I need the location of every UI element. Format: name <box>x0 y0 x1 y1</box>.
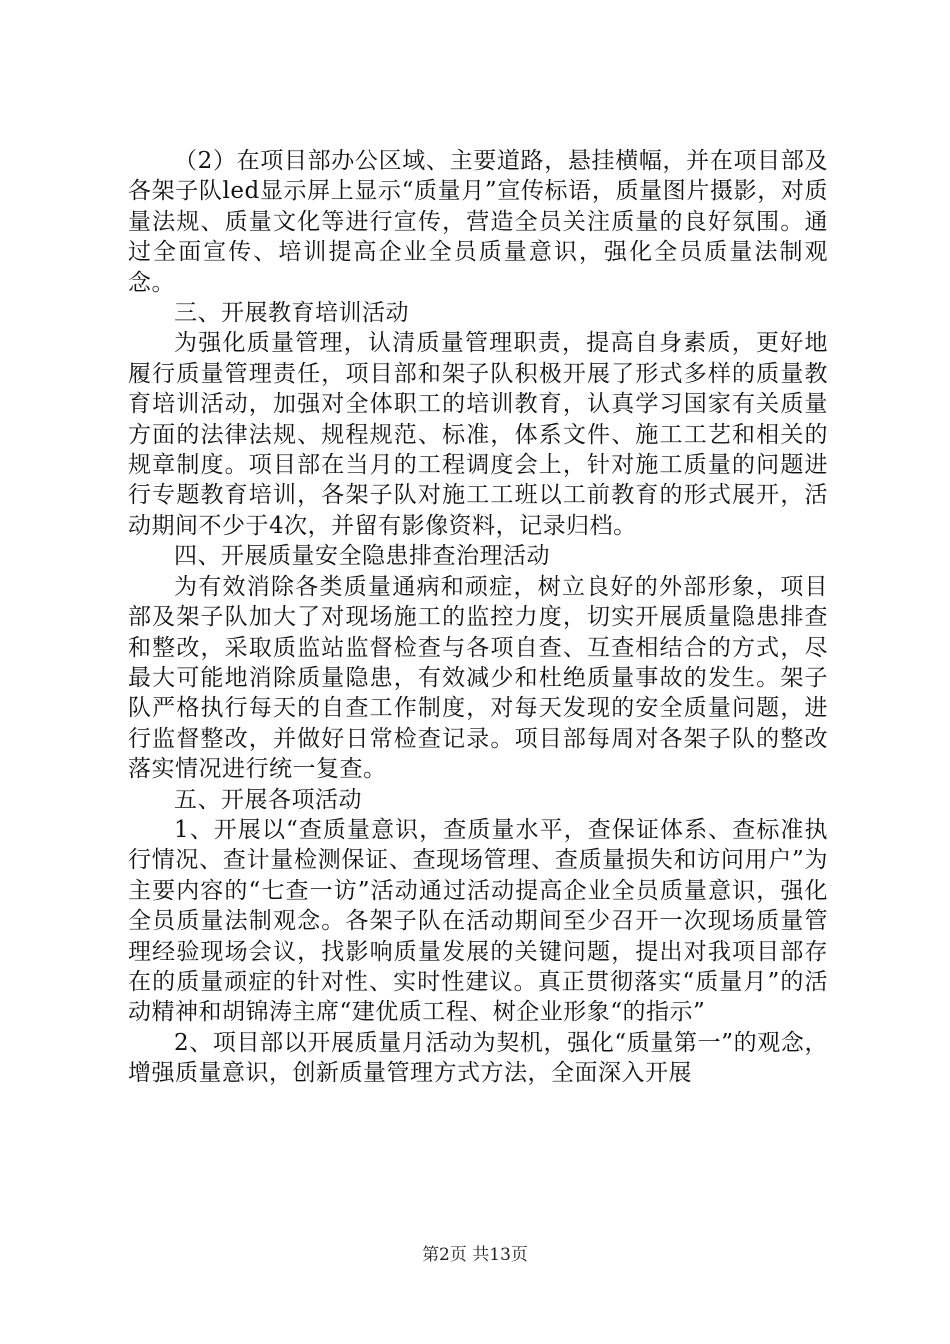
paragraph-activity-1: 1、开展以“查质量意识，查质量水平，查保证体系、查标准执行情况、查计量检测保证、查现场管理、查质量损失和访问用户”为主要内容的“七查一访”活动通过活动提高企业全员质量意识，强化全员质量法制观念。各架子队在活动期间至少召开一次现场质量管理经验现场会议，找影响质量发展的关键问题，提出对我项目部存在的质量顽症的针对性、实时性建议。真正贯彻落实“质量月”的活动精神和胡锦涛主席“建优质工程、树企业形象“的指示” <box>128 816 828 1026</box>
heading-education-training: 三、开展教育培训活动 <box>174 300 409 327</box>
paragraph-promotion: （2）在项目部办公区域、主要道路，悬挂横幅，并在项目部及各架子队led显示屏上显示“质量月”宣传标语，质量图片摄影，对质量法规、质量文化等进行宣传，营造全员关注质量的良好氛围。通过全面宣传、培训提高企业全员质量意识，强化全员质量法制观念。 <box>128 148 828 296</box>
paragraph-activity-2: 2、项目部以开展质量月活动为契机，强化“质量第一”的观念，增强质量意识，创新质量管理方式方法，全面深入开展 <box>128 1029 828 1087</box>
heading-hazard-inspection: 四、开展质量安全隐患排查治理活动 <box>174 543 550 570</box>
paragraph-education-training: 为强化质量管理，认清质量管理职责，提高自身素质，更好地履行质量管理责任，项目部和架子队积极开展了形式多样的质量教育培训活动，加强对全体职工的培训教育，认真学习国家有关质量方面的法律法规、规程规范、标准，体系文件、施工工艺和相关的规章制度。项目部在当月的工程调度会上，针对施工质量的问题进行专题教育培训，各架子队对施工工班以工前教育的形式展开，活动期间不少于4次，并留有影像资料，记录归档。 <box>128 330 828 539</box>
heading-activities: 五、开展各项活动 <box>174 786 362 813</box>
paragraph-hazard-inspection: 为有效消除各类质量通病和顽症，树立良好的外部形象，项目部及架子队加大了对现场施工的监控力度，切实开展质量隐患排查和整改，采取质监站监督检查与各项自查、互查相结合的方式，尽最大可能地消除质量隐患，有效减少和杜绝质量事故的发生。架子队严格执行每天的自查工作制度，对每天发现的安全质量问题，进行监督整改，并做好日常检查记录。项目部每周对各架子队的整改落实情况进行统一复查。 <box>128 573 828 783</box>
document-body <box>128 146 828 1089</box>
page-number-footer: 第2页 共13页 <box>422 1245 528 1265</box>
